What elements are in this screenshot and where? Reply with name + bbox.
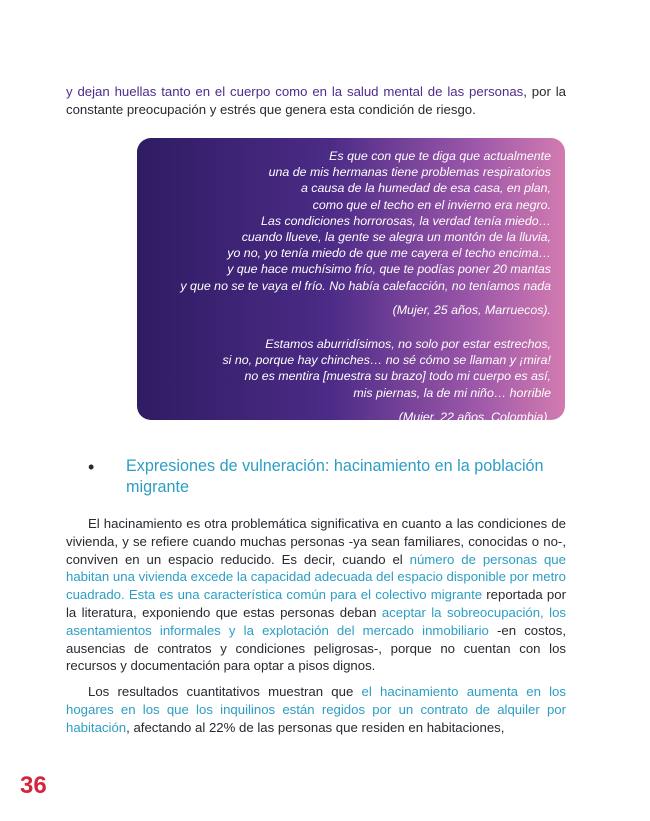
quote-line: a causa de la humedad de esa casa, en plan, bbox=[300, 181, 551, 196]
quote-line: Las condiciones horrorosas, la verdad tenía miedo… bbox=[261, 213, 551, 228]
quote-line: y que no se te vaya el frío. No había calefacción, no teníamos nada bbox=[180, 278, 551, 293]
section-heading: Expresiones de vulneración: hacinamiento en la población migrante bbox=[126, 457, 544, 496]
paragraph-text: , afectando al 22% de las personas que residen en habitaciones, bbox=[126, 719, 505, 735]
testimony-quote-2 bbox=[151, 336, 551, 425]
testimony-quote-1 bbox=[151, 148, 551, 318]
body-paragraph-2 bbox=[66, 683, 566, 736]
section-bullet bbox=[88, 456, 568, 498]
intro-paragraph bbox=[66, 83, 566, 119]
page-number: 36 bbox=[20, 772, 47, 799]
quote-line: cuando llueve, la gente se alegra un montón de la lluvia, bbox=[241, 230, 551, 245]
intro-highlight: y dejan huellas tanto en el cuerpo como en la salud mental de las personas bbox=[66, 84, 524, 99]
quote-line: como que el techo en el invierno era negro. bbox=[312, 197, 551, 212]
paragraph-text: reportada por la literatura, exponiendo que estas personas deban bbox=[66, 587, 566, 620]
quote-line: y que hace muchísimo frío, que te podías poner 20 mantas bbox=[227, 262, 551, 277]
quote-line: yo no, yo tenía miedo de que me cayera el techo encima… bbox=[227, 246, 551, 261]
bullet-icon: • bbox=[88, 457, 95, 477]
quote-line: si no, porque hay chinches… no sé cómo se llaman y ¡mira! bbox=[222, 353, 551, 368]
body-paragraph-1 bbox=[66, 515, 566, 675]
paragraph-text: El hacinamiento es otra problemática significativa en cuanto a las condiciones de vivienda, y se refiere cuando muchas personas -ya sean familiares, conocidas o no-, conviven en un espacio reducido. Es decir, cuando el bbox=[66, 516, 566, 567]
quote-attribution: (Mujer, 22 años, Colombia). bbox=[398, 409, 551, 424]
paragraph-text: Los resultados cuantitativos muestran que bbox=[88, 684, 362, 699]
quote-attribution: (Mujer, 25 años, Marruecos). bbox=[392, 302, 551, 317]
paragraph-highlight: número de personas que habitan una vivienda excede la capacidad adecuada del espacio disponible por metro cuadrado. Esta es una característica común para el colectivo migrante bbox=[66, 551, 567, 603]
quote-line: Estamos aburridísimos, no solo por estar estrechos, bbox=[265, 337, 551, 352]
quote-line: no es mentira [muestra su brazo] todo mi cuerpo es así, bbox=[244, 369, 551, 384]
quote-line: una de mis hermanas tiene problemas respiratorios bbox=[268, 165, 551, 180]
paragraph-text: -en costos, ausencias de contratos y condiciones peligrosas-, porque no cuentan con los recursos y documentación para optar a pisos dignos. bbox=[66, 622, 566, 674]
quote-line: mis piernas, la de mi niño… horrible bbox=[353, 385, 551, 400]
paragraph-highlight: el hacinamiento aumenta en los hogares en los que los inquilinos están regidos por un contrato de alquiler por habitación bbox=[66, 684, 566, 735]
quote-line: Es que con que te diga que actualmente bbox=[329, 149, 551, 163]
paragraph-highlight: aceptar la sobreocupación, los asentamientos informales y la explotación del mercado inmobiliario bbox=[66, 604, 566, 638]
testimony-quote-box bbox=[137, 138, 565, 424]
intro-text: , por la constante preocupación y estrés que genera esta condición de riesgo. bbox=[66, 84, 566, 117]
quote-spacer bbox=[151, 318, 551, 336]
